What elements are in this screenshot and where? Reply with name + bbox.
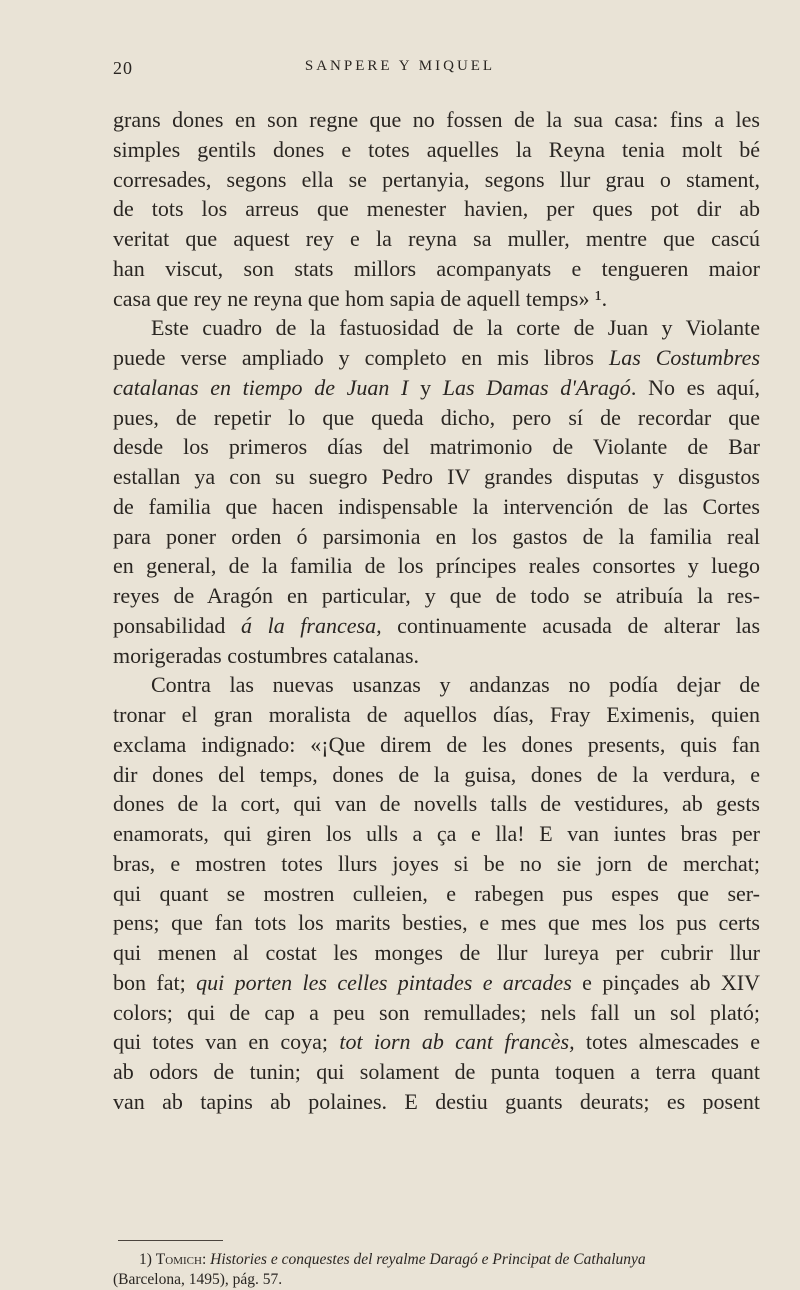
text-line: grans dones en son regne que no fossen de la sua casa: fins a les	[113, 107, 760, 132]
main-text	[113, 105, 760, 1117]
text-run: e pinçades ab XIV	[582, 969, 760, 995]
book-title: Las Costumbres	[608, 345, 761, 370]
running-head: SANPERE Y MIQUEL	[304, 58, 496, 74]
text-line	[113, 968, 760, 998]
text-line: bras, e mostren totes llurs joyes si be no sie jorn de merchat;	[113, 850, 760, 876]
page-number: 20	[113, 58, 133, 78]
text-line: van ab tapins ab polaines. E destiu guants deurats; es posent	[113, 1088, 760, 1114]
footnote	[113, 1250, 760, 1290]
footnote-line	[113, 1250, 760, 1270]
text-line	[113, 343, 760, 373]
text-run: continuamente acusada de alterar las	[397, 612, 761, 638]
text-line: Este cuadro de la fastuosidad de la corte de Juan y Violante	[151, 315, 760, 341]
text-line: de familia que hacen indispensable la intervención de las Cortes	[113, 493, 760, 519]
footnote-line: (Barcelona, 1495), pág. 57.	[113, 1271, 283, 1288]
text-line: estallan ya con su suegro Pedro IV grandes disputas y disgustos	[113, 464, 760, 489]
text-run: totes almescades e	[585, 1029, 761, 1055]
text-line	[113, 373, 760, 403]
text-line: en general, de la familia de los príncipes reales consortes y luego	[113, 553, 760, 579]
text-line: para poner orden ó parsimonia en los gastos de la familia real	[113, 523, 760, 549]
text-line: veritat que aquest rey e la reyna sa muller, mentre que cascú	[113, 226, 760, 251]
text-line: simples gentils dones e totes aquelles la Reyna tenia molt bé	[113, 136, 760, 162]
text-line: corresades, segons ella se pertanyia, segons llur grau o stament,	[113, 166, 760, 192]
italic-phrase: tot iorn ab cant francès,	[339, 1029, 575, 1055]
text-run: y	[420, 374, 432, 400]
text-line: reyes de Aragón en particular, y que de todo se atribuía la res-	[113, 583, 760, 608]
book-title: Las Damas d'Aragó	[442, 374, 631, 400]
text-line: pues, de repetir lo que queda dicho, pero sí de recordar que	[113, 404, 760, 430]
book-title: catalanas en tiempo de Juan I	[113, 374, 409, 400]
text-line: casa que rey ne reyna que hom sapia de aquell temps» ¹.	[113, 285, 608, 311]
text-line: ab odors de tunin; qui solament de punta toquen a terra quant	[113, 1059, 760, 1084]
text-line: qui menen al costat les monges de llur lureya per cubrir llur	[113, 940, 760, 965]
text-line: colors; qui de cap a peu son remullades; nels fall un sol plató;	[113, 999, 760, 1025]
text-line: qui quant se mostren culleien, e rabegen pus espes que ser-	[113, 880, 760, 906]
text-run: puede verse ampliado y completo en mis libros	[113, 345, 594, 370]
text-run: . No es aquí,	[630, 374, 761, 400]
footnote-title: Histories e conquestes del reyalme Daragó e Principat de Cathalunya	[210, 1251, 646, 1268]
footnote-number: 1)	[139, 1251, 152, 1268]
text-line: dir dones del temps, dones de la guisa, dones de la verdura, e	[113, 761, 760, 787]
text-run: qui totes van en coya;	[113, 1029, 329, 1055]
text-line: pens; que fan tots los marits besties, e mes que mes los pus certs	[113, 910, 760, 936]
footnote-author: Tomich	[155, 1251, 202, 1268]
footnote-colon: :	[201, 1251, 207, 1268]
text-line: Contra las nuevas usanzas y andanzas no podía dejar de	[151, 672, 760, 698]
text-line: exclama indignado: «¡Que direm de les dones presents, quis fan	[113, 731, 760, 757]
page-header	[0, 58, 800, 88]
text-line: desde los primeros días del matrimonio de Violante de Bar	[113, 434, 760, 460]
text-run: ponsabilidad	[113, 612, 226, 638]
text-line: dones de la cort, qui van de novells talls de vestidures, ab gests	[113, 791, 760, 817]
text-line	[113, 1027, 760, 1057]
italic-phrase: á la francesa,	[241, 612, 382, 638]
text-line	[113, 611, 760, 641]
text-run: bon fat;	[113, 969, 186, 995]
text-line: morigeradas costumbres catalanas.	[113, 642, 420, 668]
footnote-separator	[118, 1240, 223, 1241]
text-line: de tots los arreus que menester havien, per ques pot dir ab	[113, 196, 760, 222]
italic-phrase: qui porten les celles pintades e arcades	[196, 969, 572, 995]
text-line: tronar el gran moralista de aquellos días, Fray Eximenis, quien	[113, 702, 760, 727]
text-line: enamorats, qui giren los ulls a ça e lla! E van iuntes bras per	[113, 821, 760, 846]
text-line: han viscut, son stats millors acompanyats e tengueren maior	[113, 255, 760, 281]
